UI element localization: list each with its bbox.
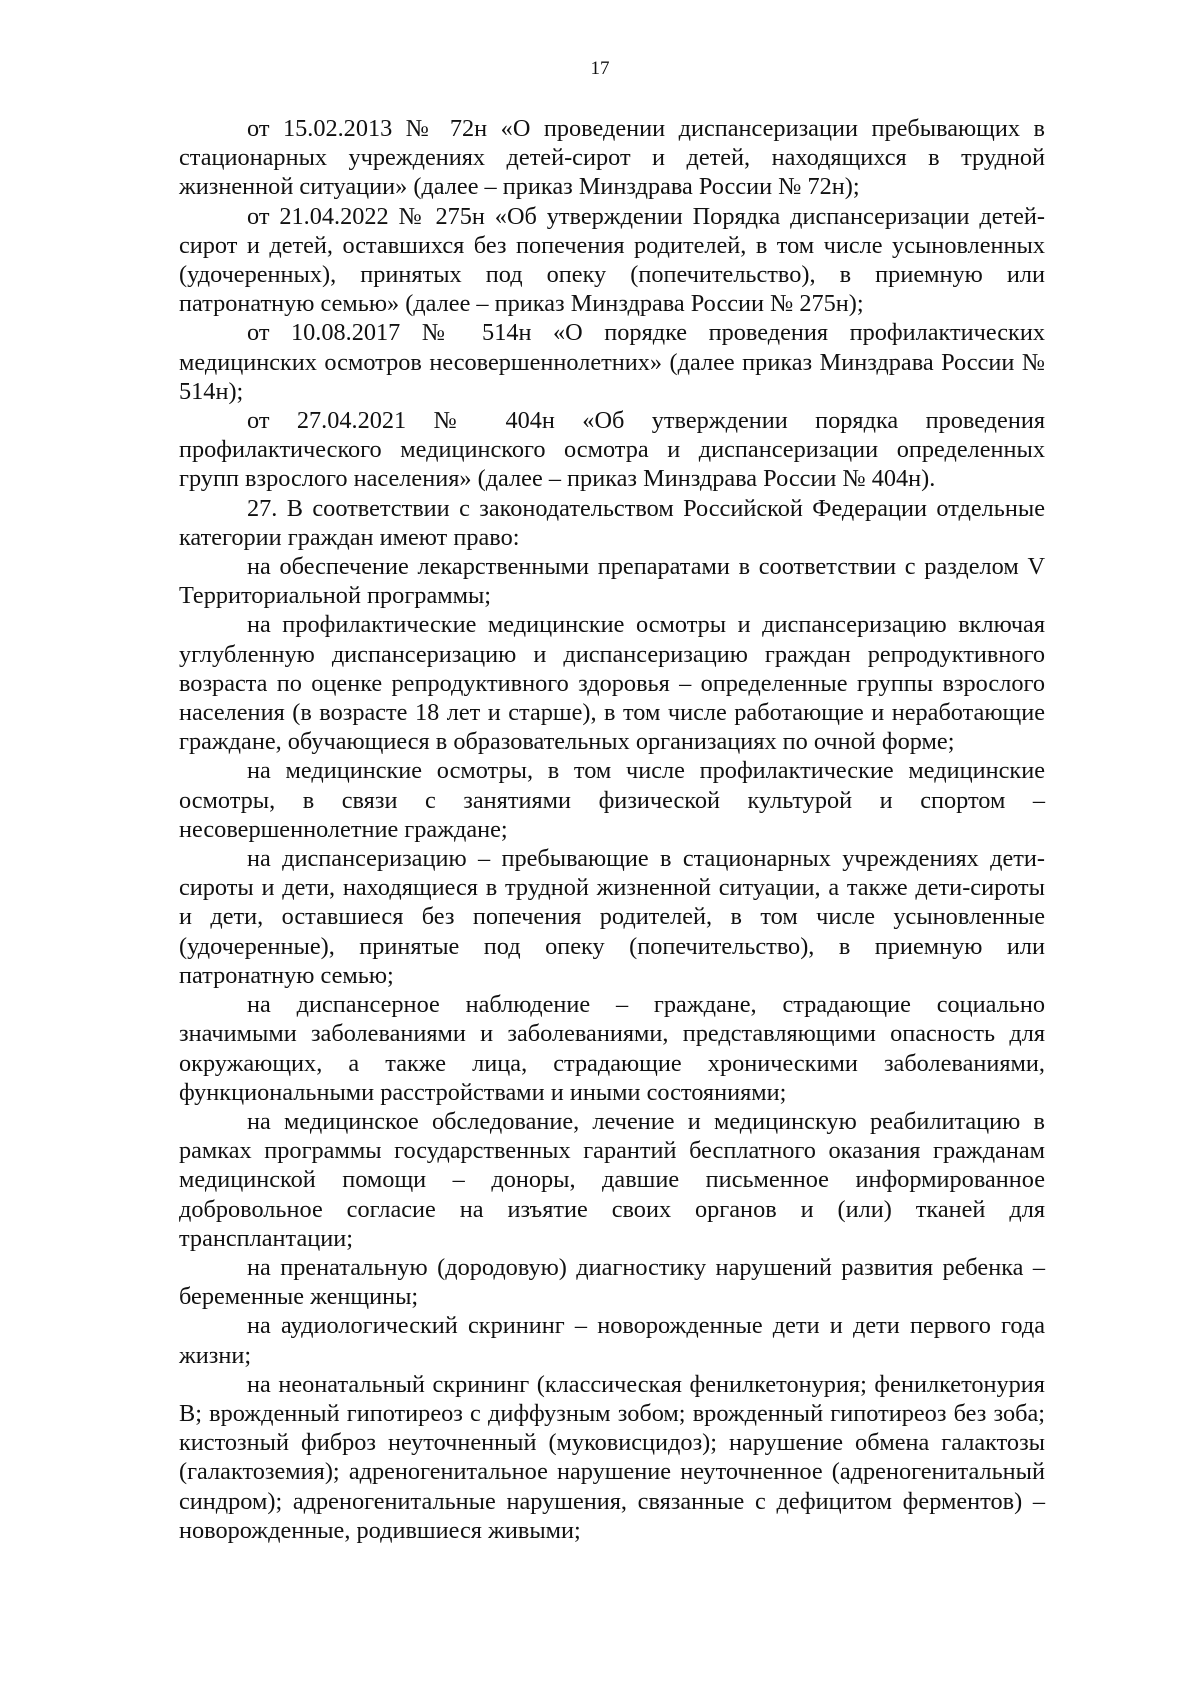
paragraph-item-27: 27. В соответствии с законодательством Российской Федерации отдельные категории граждан имеют право: — [179, 494, 1045, 551]
paragraph-donors: на медицинское обследование, лечение и медицинскую реабилитацию в рамках программы государственных гарантий бесплатного оказания гражданам медицинской помощи – доноры, давшие письменное информированное добровольное согласие на изъятие своих органов и (или) тканей для трансплантации; — [179, 1107, 1045, 1252]
document-body — [179, 114, 1045, 1545]
paragraph-audiological-screening: на аудиологический скрининг – новорожденные дети и дети первого года жизни; — [179, 1312, 1045, 1369]
paragraph-prenatal-diagnostics: на пренатальную (дородовую) диагностику нарушений развития ребенка – беременные женщины; — [179, 1253, 1045, 1311]
paragraph-order-514n: от 10.08.2017 № 514н «О порядке проведения профилактических медицинских осмотров несовершеннолетних» (далее приказ Минздрава России № 514н); — [179, 319, 1045, 405]
paragraph-order-72n: от 15.02.2013 № 72н «О проведении диспансеризации пребывающих в стационарных учреждениях детей-сирот и детей, находящихся в трудной жизненной ситуации» (далее – приказ Минздрава России № 72н); — [179, 115, 1045, 201]
paragraph-dispensary-observation: на диспансерное наблюдение – граждане, страдающие социально значимыми заболеваниями и заболеваниями, представляющими опасность для окружающих, а также лица, страдающие хроническими заболеваниями, функциональными расстройствами и иными состояниями; — [179, 991, 1045, 1106]
paragraph-preventive-exams: на профилактические медицинские осмотры и диспансеризацию включая углубленную диспансеризацию и диспансеризацию граждан репродуктивного возраста по оценке репродуктивного здоровья – определенные группы взрослого населения (в возрасте 18 лет и старше), в том числе работающие и неработающие граждане, обучающиеся в образовательных организациях по очной форме; — [179, 611, 1045, 756]
paragraph-order-275n: от 21.04.2022 № 275н «Об утверждении Порядка диспансеризации детей-сирот и детей, оставшихся без попечения родителей, в том числе усыновленных (удочеренных), принятых под опеку (попечительство), в приемную или патронатную семью» (далее – приказ Минздрава России № 275н); — [179, 202, 1045, 318]
page-number: 17 — [590, 58, 610, 79]
paragraph-orphans-dispensary: на диспансеризацию – пребывающие в стационарных учреждениях дети-сироты и дети, находящиеся в трудной жизненной ситуации, а также дети-сироты и дети, оставшиеся без попечения родителей, в том числе усыновленные (удочеренные), принятые под опеку (попечительство), в приемную или патронатную семью; — [179, 845, 1045, 989]
paragraph-order-404n: от 27.04.2021 № 404н «Об утверждении порядка проведения профилактического медицинского осмотра и диспансеризации определенных групп взрослого населения» (далее – приказ Минздрава России № 404н). — [179, 407, 1045, 493]
paragraph-drug-provision: на обеспечение лекарственными препаратами в соответствии с разделом V Территориальной программы; — [179, 553, 1045, 610]
paragraph-neonatal-screening: на неонатальный скрининг (классическая фенилкетонурия; фенилкетонурия B; врожденный гипотиреоз с диффузным зобом; врожденный гипотиреоз без зоба; кистозный фиброз неуточненный (муковисцидоз); нарушение обмена галактозы (галактоземия); адреногенитальное нарушение неуточненное (адреногенитальный синдром); адреногенитальные нарушения, связанные с дефицитом ферментов) – новорожденные, родившиеся живыми; — [179, 1370, 1045, 1544]
paragraph-medical-exams-sport: на медицинские осмотры, в том числе профилактические медицинские осмотры, в связи с занятиями физической культурой и спортом – несовершеннолетние граждане; — [179, 757, 1045, 843]
